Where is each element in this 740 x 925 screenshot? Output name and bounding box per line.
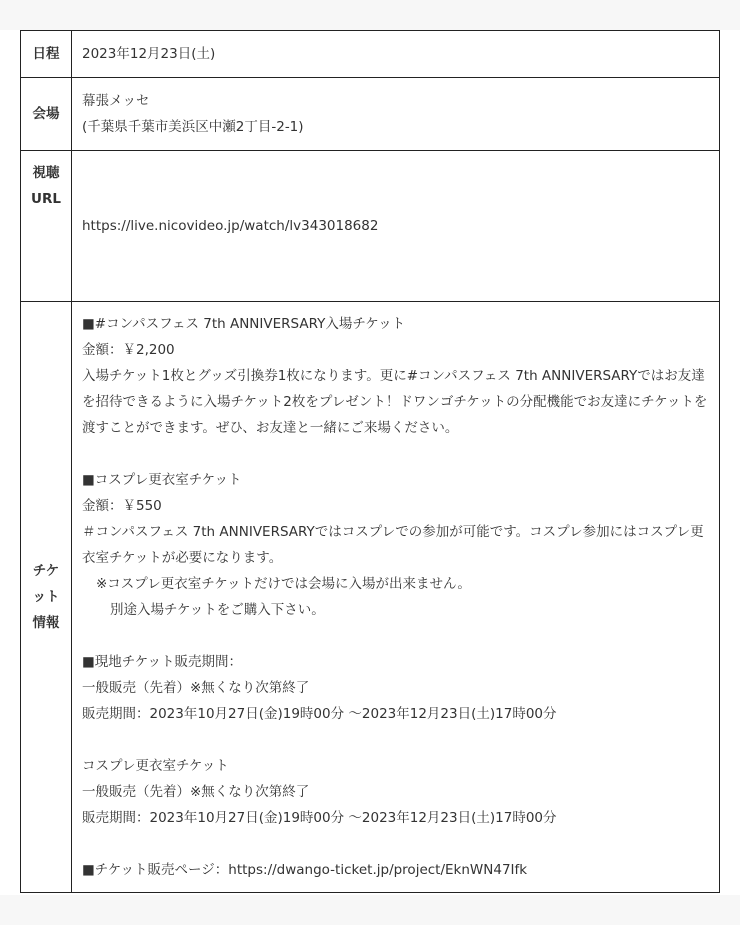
spacer — [82, 623, 709, 649]
cosplay-ticket-note: ※コスプレ更衣室チケットだけでは会場に入場が出来ません。 — [96, 576, 471, 592]
spacer — [82, 727, 709, 753]
event-info-table — [20, 30, 720, 893]
cosplay-sales-title: コスプレ更衣室チケット — [82, 758, 229, 774]
cosplay-sales-general: 一般販売（先着）※無くなり次第終了 — [82, 784, 310, 800]
entry-ticket-description: 入場チケット1枚とグッズ引換券1枚になります。更に#コンパスフェス 7th ANNIVERSARYではお友達を招待できるように入場チケット2枚をプレゼント！ドワンゴチケットの分配機能でお友達にチケットを渡すことができます。ぜひ、お友達と一緒にご来場ください。 — [82, 368, 708, 436]
spacer — [82, 831, 709, 857]
sales-general: 一般販売（先着）※無くなり次第終了 — [82, 680, 310, 696]
table-row-venue — [21, 78, 720, 151]
sales-period-title: ■現地チケット販売期間： — [82, 654, 243, 670]
row-label-date: 日程 — [21, 31, 72, 78]
row-label-viewing-url: 視聴URL — [21, 151, 72, 302]
row-value-ticket — [72, 302, 720, 893]
cosplay-sales-period: 販売期間：2023年10月27日(金)19時00分 〜2023年12月23日(土)17時00分 — [82, 810, 557, 826]
page — [0, 30, 740, 895]
row-value-venue — [72, 78, 720, 151]
cosplay-ticket-price: 金額：￥550 — [82, 498, 162, 514]
row-label-ticket: チケット情報 — [21, 302, 72, 893]
cosplay-ticket-description: ＃コンパスフェス 7th ANNIVERSARYではコスプレでの参加が可能です。コスプレ参加にはコスプレ更衣室チケットが必要になります。 — [82, 524, 704, 566]
table-row-ticket — [21, 302, 720, 893]
date-text: 2023年12月23日(土) — [82, 45, 216, 62]
spacer — [82, 441, 709, 467]
row-value-date — [72, 31, 720, 78]
entry-ticket-price: 金額：￥2,200 — [82, 342, 175, 358]
row-value-viewing-url — [72, 151, 720, 302]
table-row-date — [21, 31, 720, 78]
venue-name: 幕張メッセ — [82, 93, 150, 109]
viewing-url-link[interactable]: https://live.nicovideo.jp/watch/lv343018682 — [82, 218, 379, 234]
venue-address: (千葉県千葉市美浜区中瀬2丁目-2-1) — [82, 119, 304, 135]
entry-ticket-title: ■#コンパスフェス 7th ANNIVERSARY入場チケット — [82, 316, 406, 332]
ticket-sales-page-link[interactable]: ■チケット販売ページ：https://dwango-ticket.jp/project/EknWN47Ifk — [82, 862, 528, 878]
table-row-viewing-url — [21, 151, 720, 302]
sales-period: 販売期間：2023年10月27日(金)19時00分 〜2023年12月23日(土)17時00分 — [82, 706, 557, 722]
cosplay-ticket-title: ■コスプレ更衣室チケット — [82, 472, 242, 488]
cosplay-ticket-note-2: 別途入場チケットをご購入下さい。 — [110, 602, 325, 618]
row-label-venue: 会場 — [21, 78, 72, 151]
